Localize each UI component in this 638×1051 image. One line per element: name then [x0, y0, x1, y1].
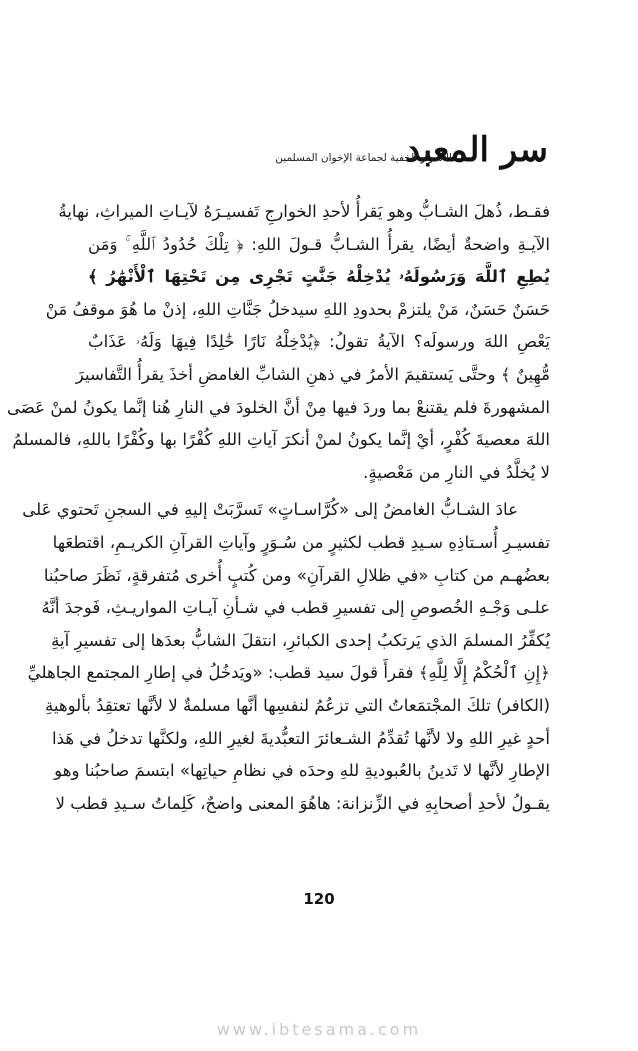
paragraph-1: [6, 196, 550, 489]
text-line: المشهورةَ فلم يقتنعْ بما وردَ فيها مِنْ أنَّ الخلودَ في النارِ هُنا إنَّما يكونُ لمنْ عَصَى: [6, 397, 550, 417]
page-number: 120: [303, 890, 335, 908]
text-line-quran-verse: يُطِعِ ٱللَّهَ وَرَسُولَهُۥ يُدْخِلْهُ جَنَّٰتٍ تَجْرِى مِن تَحْتِهَا ٱلْأَنْهَٰرُ ﴾: [88, 267, 550, 287]
text-line: الآيـةِ واضحةٌ أيضًا، يقرأُ الشـابُّ قـولَ اللهِ: ﴿ تِلْكَ حُدُودُ ٱللَّهِ ۚ وَمَن: [88, 234, 550, 254]
watermark: www.ibtesama.com: [216, 1020, 422, 1039]
text-line: اللهَ معصيةَ كُفْرٍ، أيْ إنَّما يكونُ لمنْ أنكرَ آياتِ اللهِ كُفْرًا بها وكُفْرًا باللهِ، فالمسلمُ: [12, 430, 550, 450]
text-line: الإطارِ لأنَّها لا تَدينُ بالعُبوديةِ للهِ وحدَه في نظامِ حياتِها» ابتسمَ صاحبُنا وهو: [54, 761, 550, 781]
running-header: [90, 130, 548, 178]
text-line: عادَ الشـابُّ الغامضُ إلى «كُرَّاسـاتٍ» تَسرَّبَتْ إليهِ في السجنِ تَحتوي عَلى: [22, 500, 518, 520]
text-line: يُكفِّرُ المسلمَ الذي يَرتكبُ إحدى الكبائرِ، انتقلَ الشابُّ بعدَها إلى تفسيرِ آيةِ: [51, 630, 550, 650]
text-line: (الكافر) تلكَ المجْتمَعاتُ التي تزعُمُ لنفسِها أنَّها مسلمةٌ لا لأنَّها تعتقِدُ بألوهيةِ: [44, 695, 550, 715]
text-line: مُّهِينٌ ﴾ وحتَّى يَستقيمَ الأمرُ في ذهنِ الشابِّ الغامضِ أخذَ يقرأُ التَّفاسيرَ: [75, 364, 550, 384]
text-line: فقـط، ذُهلَ الشـابُّ وهو يَقرأُ لأحدِ الخوارجِ تَفسيـرَهُ لآيـاتِ الميراثِ، نهايةُ: [58, 202, 550, 221]
text-line: ﴿إِنِ ٱلْحُكْمُ إِلَّا لِلَّهِ﴾ فقرأَ قولَ سيد قطب: «ويَدخُلُ في إطارِ المجتمع الجاهليِّ: [27, 663, 550, 683]
paragraph-2: [22, 494, 550, 820]
text-line: علـى وَجْـهِ الخُصوصِ إلى تفسيرِ قطب في شـأنِ آيـاتِ المواريـثِ، فَوجدَ أنَّهُ: [41, 598, 550, 618]
book-logo: سر المعبد: [404, 130, 548, 170]
text-line: بعضُهـم من كتابِ «في ظلالِ القرآنِ» ومن كُتبٍ أُخرى مُتفرقةٍ، نَظَرَ صاحبُنا: [43, 565, 550, 585]
text-line: أحدٍ غيرِ اللهِ ولا لأنَّها تُقدِّمُ الشـعائرَ التعبُّديةَ لغيرِ اللهِ، ولكنَّها تدخلُ في هَذا: [52, 728, 550, 748]
text-line: حَسَنٌ حَسَنٌ، مَنْ يلتزمْ بحدودِ اللهِ سيدخلُ جَنَّاتِ اللهِ، إذنْ ما هُوَ موقفُ مَنْ: [45, 299, 550, 319]
text-line: لا يُخلَّدُ في النارِ من مَعْصيةٍ.: [363, 462, 550, 482]
text-line: يقـولُ لأحدِ أصحابِهِ في الزِّنزانة: هاهُوَ المعنى واضحٌ، كَلِماتُ سـيدِ قطب لا: [55, 793, 550, 813]
book-subtitle: الأسرار الخفية لجماعة الإخوان المسلمين: [275, 152, 452, 164]
body-text: [6, 196, 550, 820]
text-line: تفسيـرِ أُسـتاذِهِ سـيدِ قطب لكثيرٍ من سُـوَرٍ وآياتِ القرآنِ الكريـمِ، اقتطعَها: [52, 532, 550, 552]
text-line: يَعْصِ اللهَ ورسولَه؟ الآيةُ تقولُ: ﴿يُدْخِلْهُ نَارًا خَٰلِدًا فِيهَا وَلَهُۥ عَذَابٌ: [88, 332, 550, 352]
